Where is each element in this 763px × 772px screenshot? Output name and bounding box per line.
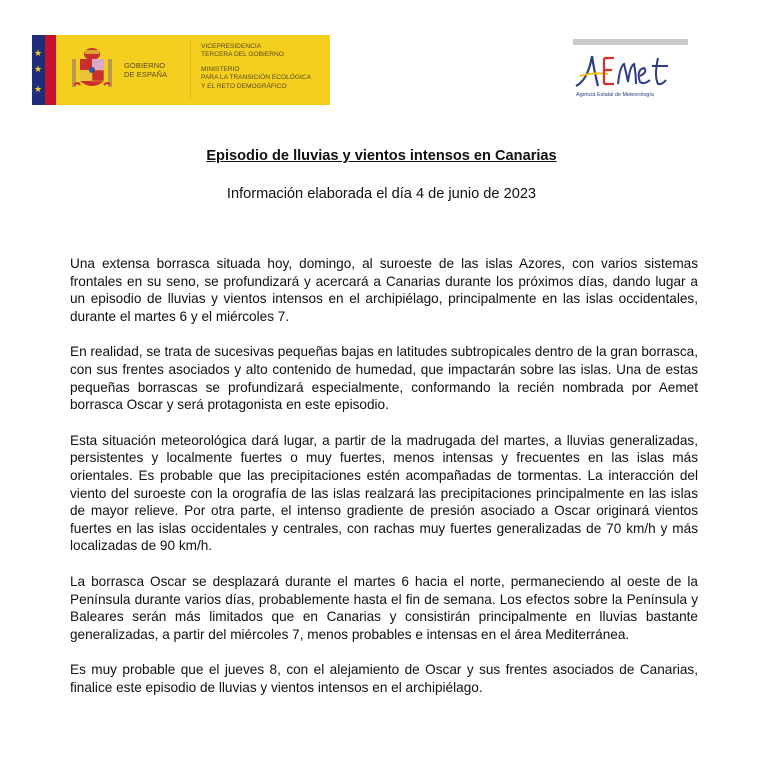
document-title: Episodio de lluvias y vientos intensos en Canarias [206,148,557,164]
document-body [70,255,698,714]
ministry-text [191,35,311,105]
aemet-wordmark-icon [574,52,684,92]
ministry-line3: Y EL RETO DEMOGRÁFICO [201,82,287,90]
vicepresidency-line1: VICEPRESIDENCIA [201,43,262,50]
government-name-line2: DE ESPAÑA [124,70,168,79]
government-name [124,61,167,79]
aemet-header-bar [573,39,688,45]
flag-red-stripe [45,35,56,105]
coat-of-arms-icon [70,45,114,95]
eu-stars-icon: ★ ★ ★ [32,35,45,105]
paragraph: La borrasca Oscar se desplazará durante el martes 6 hacia el norte, permaneciendo al oeste de la Península durante varios días, probablemente hasta el fin de semana. Los efectos sobre la Península y Baleares serán más limitados que en Canarias y consistirán principalmente en lluvias bastante generalizadas, a partir del miércoles 7, menos probables e intensas en el área Mediterránea. [70,573,698,642]
paragraph: Esta situación meteorológica dará lugar, a partir de la madrugada del martes, a lluvias generalizadas, persistentes y localmente fuertes o muy fuertes, menos intensas y frecuentes en las islas más orientales. Es probable que las precipitaciones estén acompañadas de tormentas. La interacción del viento del suroeste con la orografía de las islas realzará las precipitaciones principalmente en las islas de mayor relieve. Por otra parte, el intenso gradiente de presión asociado a Oscar originará vientos fuertes en las islas occidentales y centrales, con rachas muy fuertes generalizadas de 70 km/h y más localizadas de 90 km/h. [70,432,698,554]
aemet-subtitle: Agencia Estatal de Meteorología [576,92,654,98]
document-date: Información elaborada el día 4 de junio de 2023 [226,186,537,202]
government-name-line1: GOBIERNO [124,61,166,70]
ministry-line1: MINISTERIO [201,65,240,73]
government-of-spain-logo [32,35,330,105]
paragraph: Una extensa borrasca situada hoy, domingo, al suroeste de las islas Azores, con varios sistemas frontales en su seno, se profundizará y acercará a Canarias durante los próximos días, dando lugar a un episodio de lluvias y vientos intensos en el archipiélago, principalmente en las islas occidentales, durante el martes 6 y el miércoles 7. [70,256,698,324]
paragraph: Es muy probable que el jueves 8, con el alejamiento de Oscar y sus frentes asociados de Canarias, finalice este episodio de lluvias y vientos intensos en el archipiélago. [70,662,698,695]
ministry-line2: PARA LA TRANSICIÓN ECOLÓGICA [201,74,312,82]
vicepresidency-line2: TERCERA DEL GOBIERNO [201,51,284,59]
paragraph: En realidad, se trata de sucesivas pequeñas bajas en latitudes subtropicales dentro de la gran borrasca, con sus frentes asociados y alto contenido de humedad, que impactarán sobre las islas. Una de estas pequeñas borrascas se profundizará especialmente, conformando la recién nombrada por Aemet borrasca Oscar y será protagonista en este episodio. [70,344,698,413]
aemet-logo [574,52,694,102]
